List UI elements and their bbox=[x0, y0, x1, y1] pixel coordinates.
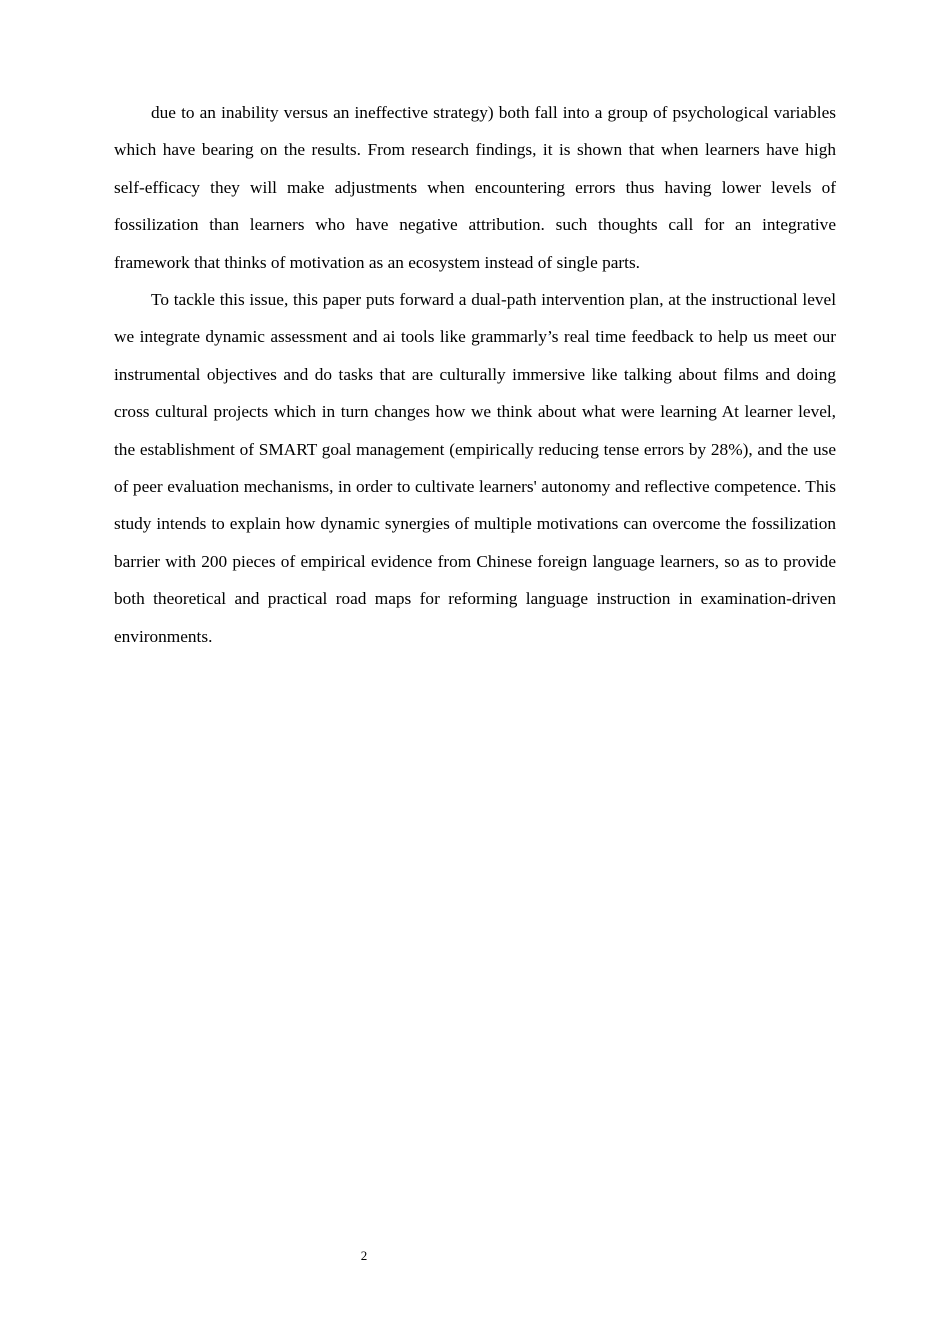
paragraph-2: To tackle this issue, this paper puts forward a dual-path intervention plan, at the instructional level we integrate dynamic assessment and ai tools like grammarly’s real time feedback to help us meet our instrumental objectives and do tasks that are culturally immersive like talking about films and doing cross cultural projects which in turn changes how we think about what were learning At learner level, the establishment of SMART goal management (empirically reducing tense errors by 28%), and the use of peer evaluation mechanisms, in order to cultivate learners' autonomy and reflective competence. This study intends to explain how dynamic synergies of multiple motivations can overcome the fossilization barrier with 200 pieces of empirical evidence from Chinese foreign language learners, so as to provide both theoretical and practical road maps for reforming language instruction in examination-driven environments. bbox=[114, 290, 836, 646]
body-text bbox=[114, 94, 836, 655]
page-number: 2 bbox=[360, 1248, 368, 1263]
paragraph-1: due to an inability versus an ineffective strategy) both fall into a group of psychological variables which have bearing on the results. From research findings, it is shown that when learners have high self-efficacy they will make adjustments when encountering errors thus having lower levels of fossilization than learners who have negative attribution. such thoughts call for an integrative framework that thinks of motivation as an ecosystem instead of single parts. bbox=[114, 103, 836, 272]
